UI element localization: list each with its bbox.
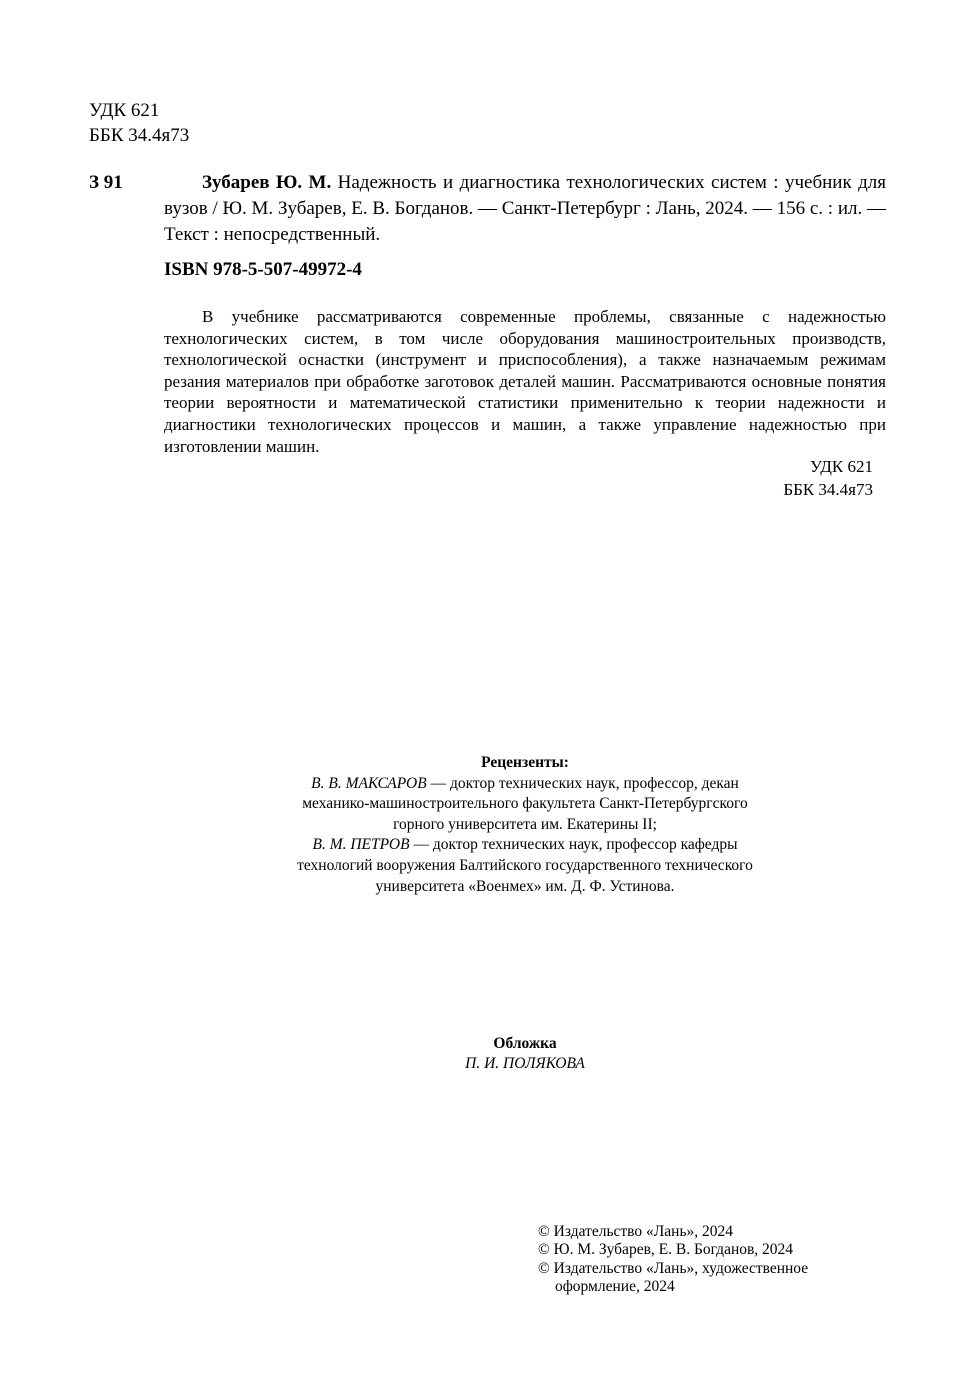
reviewer-title: — доктор технических наук, профессор кафедры — [409, 836, 738, 854]
reviewers-block — [250, 753, 800, 897]
author-mark: З 91 — [89, 172, 123, 193]
cover-credit — [350, 1034, 700, 1074]
copyright-line: © Издательство «Лань», художественное — [538, 1259, 809, 1277]
cover-heading: Обложка — [493, 1035, 557, 1052]
udk-code-right: УДК 621 — [809, 457, 873, 476]
author-name: Зубарев Ю. М. — [202, 172, 332, 193]
copyright-line: © Издательство «Лань», 2024 — [538, 1223, 734, 1240]
cover-designer: П. И. ПОЛЯКОВА — [465, 1055, 585, 1072]
udk-code: УДК 621 — [89, 100, 160, 121]
bbk-code-right: ББК 34.4я73 — [783, 480, 873, 499]
classification-block — [700, 455, 873, 501]
reviewer-affiliation: горного университета им. Екатерины II; — [393, 815, 657, 833]
reviewer-2 — [250, 835, 800, 897]
reviewers-heading: Рецензенты: — [481, 754, 569, 771]
bibliographic-description: Надежность и диагностика технологических систем : учебник для вузов / Ю. М. Зубарев, Е. В. Богданов. — Санкт-Петербург : Лань, 2024. — 156 с. : ил. — Текст : непосредственный. — [164, 172, 886, 245]
reviewer-name: В. М. ПЕТРОВ — [312, 836, 410, 854]
annotation: В учебнике рассматриваются современные проблемы, связанные с надежностью технологических систем, в том числе оборудования машиностроительных производств, технологической оснастки (инструмент и приспособления), а также назначаемым режимам резания материалов при обработке заготовок деталей машин. Рассматриваются основные понятия теории вероятности и математической статистики применительно к теории надежности и диагностики технологических процессов и машин, а также управление надежностью при изготовлении машин. — [164, 307, 886, 456]
reviewer-name: В. В. МАКСАРОВ — [311, 774, 427, 792]
copyright-line: оформление, 2024 — [555, 1277, 675, 1295]
bibliographic-record — [164, 170, 886, 248]
reviewer-affiliation: механико-машиностроительного факультета Санкт-Петербургского — [302, 795, 748, 813]
copyright-block — [538, 1223, 868, 1296]
top-classification — [89, 98, 189, 148]
reviewer-1 — [250, 774, 800, 836]
isbn: ISBN 978-5-507-49972-4 — [164, 259, 362, 280]
reviewer-title: — доктор технических наук, профессор, декан — [426, 774, 739, 792]
bbk-code: ББК 34.4я73 — [89, 125, 190, 146]
reviewer-affiliation: университета «Военмех» им. Д. Ф. Устинова. — [375, 877, 675, 895]
copyright-line: © Ю. М. Зубарев, Е. В. Богданов, 2024 — [538, 1241, 794, 1259]
reviewer-affiliation: технологий вооружения Балтийского государственного технического — [297, 856, 753, 874]
